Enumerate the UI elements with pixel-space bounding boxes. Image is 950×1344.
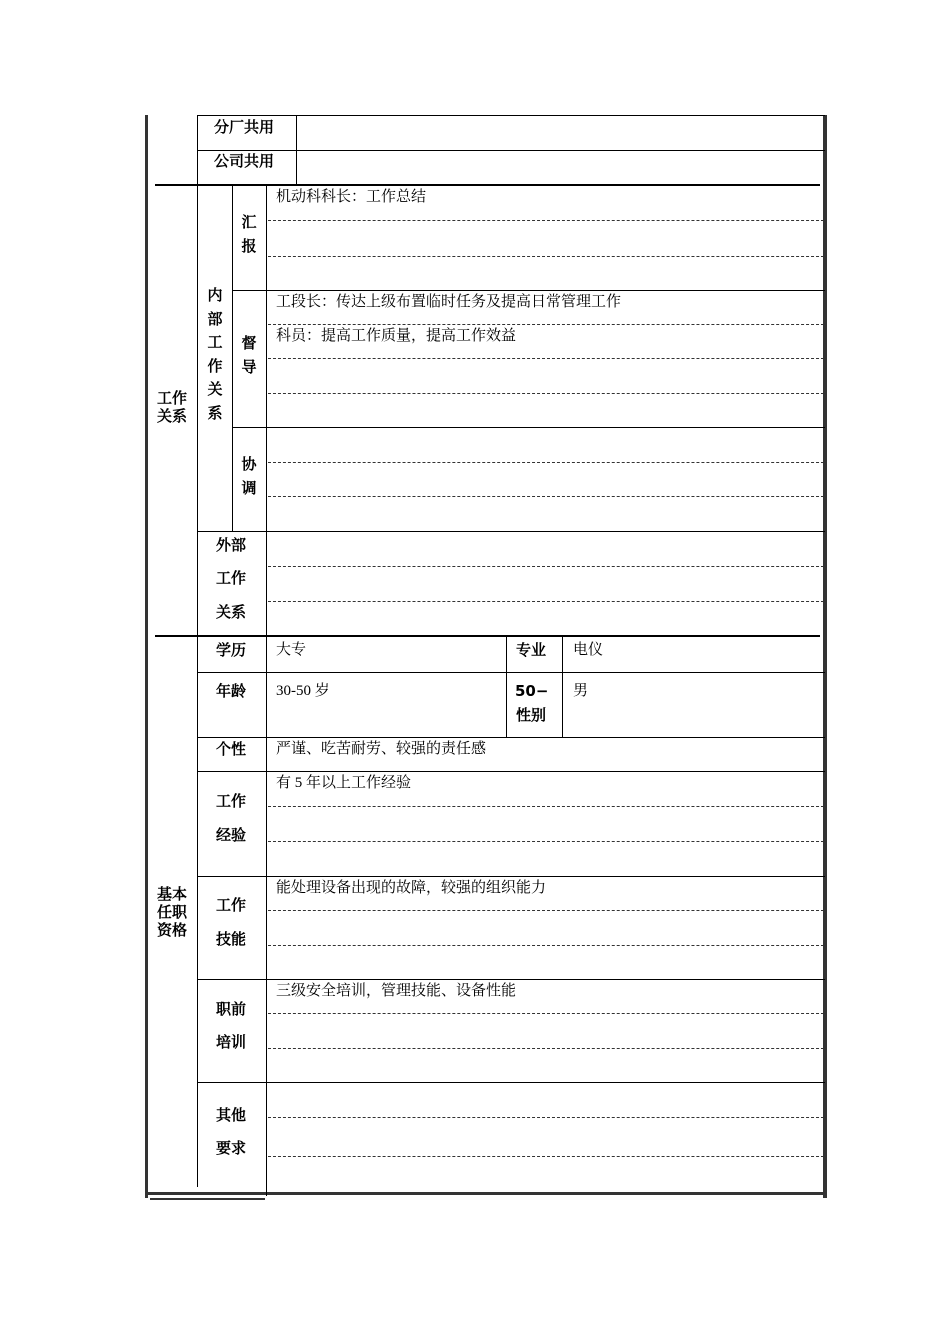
qualifications-label-1: 基本: [157, 885, 188, 903]
section-divider-2: [155, 635, 820, 637]
row-line: [197, 771, 825, 772]
gender-label-2: 性别: [516, 706, 547, 724]
dash-line: [268, 1013, 824, 1014]
right-border: [823, 115, 827, 1198]
col-line: [562, 637, 563, 737]
experience-label-1: 工作: [216, 792, 247, 810]
dash-line: [268, 324, 824, 325]
row-line: [232, 427, 825, 428]
dash-line: [268, 220, 824, 221]
bottom-border-under: [150, 1198, 265, 1200]
dash-line: [268, 1048, 824, 1049]
dash-line: [268, 841, 824, 842]
personality-label: 个性: [216, 740, 247, 758]
dash-line: [268, 1156, 824, 1157]
training-label-1: 职前: [216, 1000, 247, 1018]
supervise-line-2: 科员：提高工作质量，提高工作效益: [276, 328, 517, 344]
qualifications-label-2: 任职: [157, 903, 188, 921]
dash-line: [268, 910, 824, 911]
gender-value: 男: [573, 683, 589, 699]
bottom-border: [145, 1192, 827, 1195]
dash-line: [268, 393, 824, 394]
training-label-2: 培训: [216, 1033, 247, 1051]
dash-line: [268, 1117, 824, 1118]
col-line-2: [232, 186, 233, 531]
other-label-2: 要求: [216, 1139, 247, 1157]
dash-line: [268, 566, 824, 567]
col-line-3: [266, 186, 267, 1196]
dash-line: [268, 496, 824, 497]
row-line: [232, 290, 825, 291]
dash-line: [268, 601, 824, 602]
education-label: 学历: [216, 641, 247, 659]
dash-line: [268, 462, 824, 463]
major-label: 专业: [516, 641, 547, 659]
row-line: [197, 672, 825, 673]
section-divider-1: [155, 184, 820, 186]
major-value: 电仪: [573, 642, 604, 658]
row-line: [197, 979, 825, 980]
coordinate-label: 协调: [241, 455, 257, 497]
company-usage-label: 公司共用: [214, 152, 275, 170]
dash-line: [268, 358, 824, 359]
external-label-1: 外部: [216, 536, 247, 554]
age-value: 30-50 岁: [276, 683, 330, 699]
personality-value: 严谨、吃苦耐劳、较强的责任感: [276, 741, 487, 757]
external-label-3: 关系: [216, 603, 247, 621]
gender-label-1: 50−: [515, 682, 549, 700]
top-border: [197, 115, 825, 116]
dash-line: [268, 945, 824, 946]
dash-line: [268, 256, 824, 257]
skills-label-1: 工作: [216, 896, 247, 914]
training-value: 三级安全培训，管理技能、设备性能: [276, 983, 517, 999]
other-label-1: 其他: [216, 1106, 247, 1124]
supervise-line-1: 工段长：传达上级布置临时任务及提高日常管理工作: [276, 294, 622, 310]
experience-value: 有 5 年以上工作经验: [276, 775, 412, 791]
skills-label-2: 技能: [216, 930, 247, 948]
age-label: 年龄: [216, 682, 247, 700]
work-relations-label-2: 关系: [157, 407, 188, 425]
row-line: [197, 876, 825, 877]
supervise-label: 督导: [241, 334, 257, 376]
row-line: [197, 1082, 825, 1083]
qualifications-label-3: 资格: [157, 921, 188, 939]
branch-usage-label: 分厂共用: [214, 118, 275, 136]
dash-line: [268, 806, 824, 807]
education-value: 大专: [276, 642, 307, 658]
row-line: [197, 737, 825, 738]
col-line: [506, 637, 507, 737]
col-line-1: [197, 115, 198, 1187]
external-label-2: 工作: [216, 569, 247, 587]
row-line: [197, 531, 825, 532]
report-label: 汇报: [241, 213, 257, 255]
report-line-1: 机动科科长：工作总结: [276, 189, 427, 205]
internal-relations-label: 内部工作关系: [207, 286, 223, 422]
row-line: [197, 150, 825, 151]
left-border: [145, 115, 148, 1198]
work-relations-label-1: 工作: [157, 389, 188, 407]
experience-label-2: 经验: [216, 826, 247, 844]
skills-value: 能处理设备出现的故障，较强的组织能力: [276, 880, 547, 896]
